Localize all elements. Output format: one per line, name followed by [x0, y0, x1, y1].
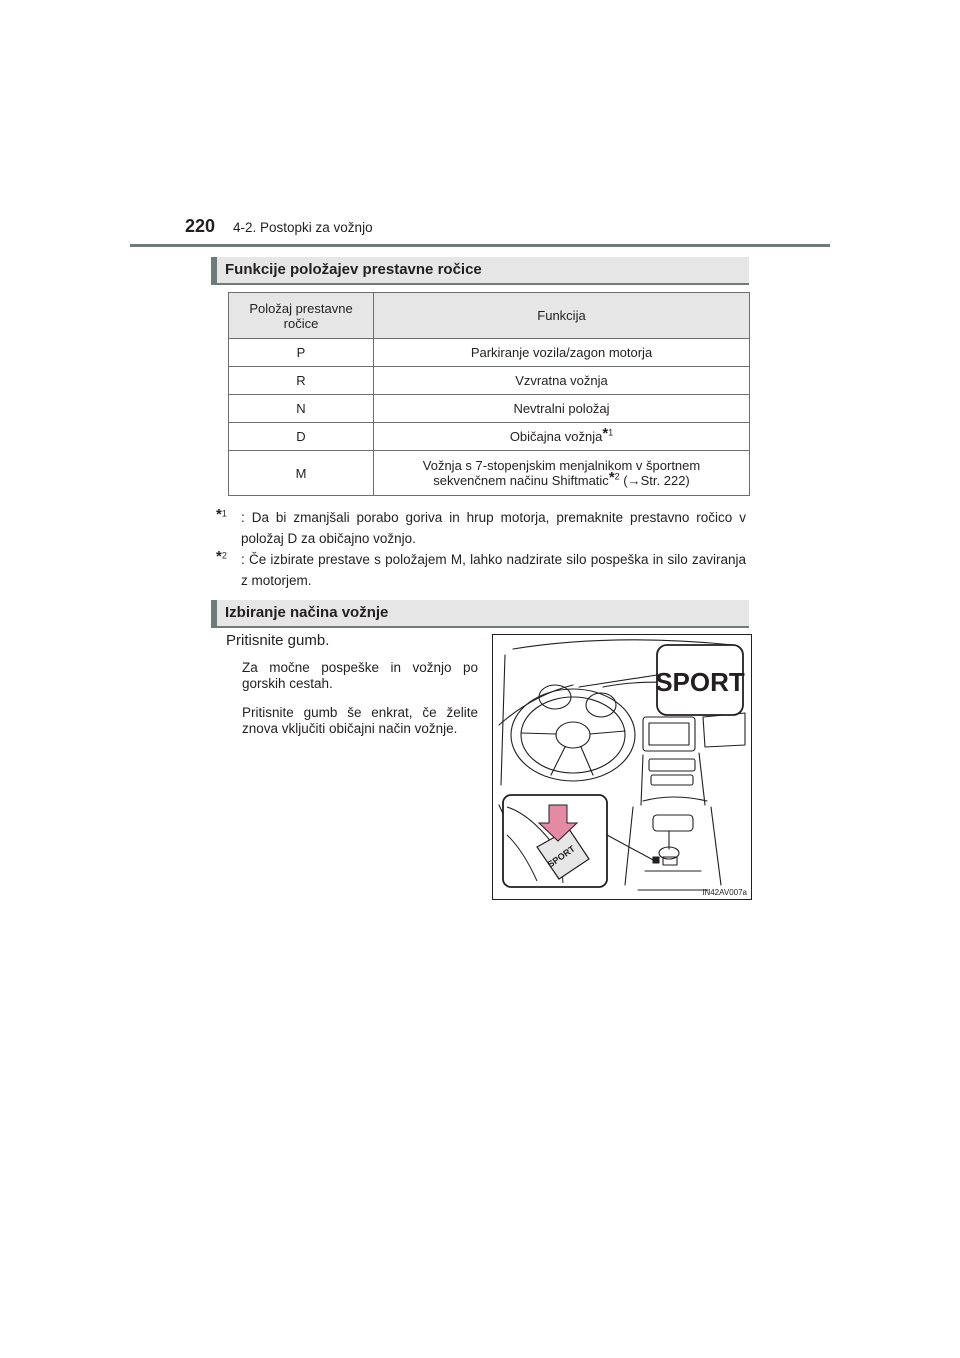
table-cell-position: R [229, 367, 374, 395]
instruction-paragraph: Za močne pospeške in vožnjo po gorskih cestah. [242, 660, 478, 691]
table-cell-position: D [229, 423, 374, 451]
table-row [229, 423, 750, 451]
table-cell-function: Vzvratna vožnja [374, 367, 750, 395]
table-row [229, 451, 750, 496]
footnote-text: : Da bi zmanjšali porabo goriva in hrup motorja, premaknite prestavno ročico v položaj D za običajno vožnjo. [241, 510, 746, 546]
table-cell-function: Parkiranje vozila/zagon motorja [374, 339, 750, 367]
page-number: 220 [185, 216, 216, 236]
section-heading-gear-functions [211, 257, 749, 285]
table-cell-position: M [229, 451, 374, 496]
sport-callout-label: SPORT [655, 667, 745, 697]
column-header-position: Položaj prestavne ročice [229, 293, 374, 339]
sport-button-illustration [492, 634, 752, 900]
sport-button-inset [503, 795, 607, 887]
footnote-number: 2 [614, 471, 620, 482]
function-text-line1: Vožnja s 7-stopenjskim menjalnikom v športnem [422, 458, 701, 473]
image-code: IN42AV007a [702, 888, 747, 897]
footnote-number: 2 [221, 550, 227, 561]
table-cell-function [374, 451, 750, 496]
dashboard-drawing [493, 635, 751, 899]
footnote-star: * [216, 548, 222, 565]
table-row [229, 367, 750, 395]
table-cell-position: P [229, 339, 374, 367]
table-cell-position: N [229, 395, 374, 423]
page-reference: (→Str. 222) [623, 473, 690, 488]
function-text-line2: sekvenčnem načinu Shiftmatic [433, 473, 609, 488]
section-heading-drive-mode [211, 600, 749, 628]
footnote-2 [216, 549, 746, 591]
footnote-text: : Če izbirate prestave s položajem M, lahko nadzirate silo pospeška in silo zaviranja z motorjem. [241, 552, 746, 588]
instruction-paragraph: Pritisnite gumb še enkrat, če želite znova vključiti običajni način vožnje. [242, 705, 478, 736]
section-title: Izbiranje načina vožnje [225, 604, 389, 621]
footnote-star: * [216, 506, 222, 523]
table-row [229, 395, 750, 423]
footnote-number: 1 [221, 508, 227, 519]
footnote-star: * [602, 425, 609, 442]
footnote-star: * [608, 469, 615, 486]
sport-callout [655, 645, 745, 715]
column-header-function: Funkcija [374, 293, 750, 339]
instruction-step: Pritisnite gumb. [226, 632, 330, 649]
table-cell-function [374, 423, 750, 451]
sport-button-label: SPORT [545, 843, 577, 870]
chapter-title: 4-2. Postopki za vožnjo [233, 220, 373, 235]
table-row [229, 339, 750, 367]
gear-function-table [228, 292, 750, 496]
function-text: Običajna vožnja [509, 429, 603, 444]
section-title: Funkcije položajev prestavne ročice [225, 261, 482, 278]
table-cell-function: Nevtralni položaj [374, 395, 750, 423]
header-rule [130, 244, 830, 247]
table-header-row [229, 293, 750, 339]
section-accent [211, 600, 217, 628]
footnote-1 [216, 507, 746, 549]
section-accent [211, 257, 217, 285]
footnote-number: 1 [608, 427, 614, 438]
